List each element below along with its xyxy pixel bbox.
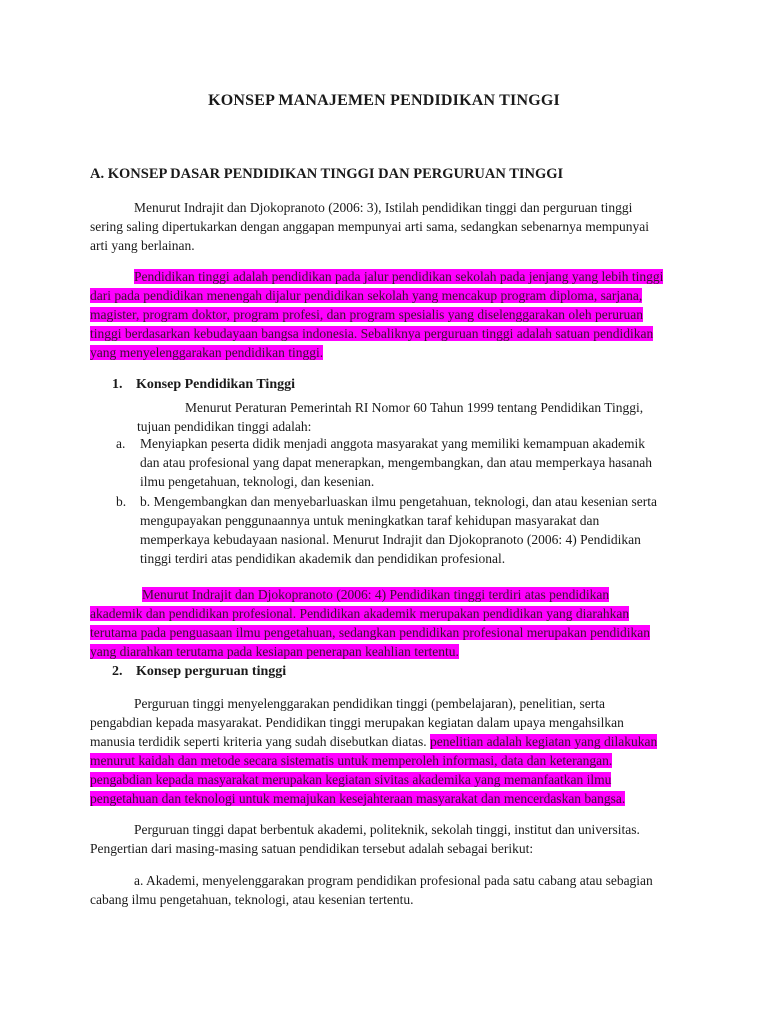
text-line: b. Mengembangkan dan menyebarluaskan ilmu pengetahuan, teknologi, dan atau kesenian serta [140, 494, 657, 509]
document-title: KONSEP MANAJEMEN PENDIDIKAN TINGGI [208, 92, 560, 109]
highlighted-text: penelitian adalah kegiatan yang dilakukan [430, 734, 658, 749]
list-marker: b. [116, 494, 127, 509]
text-line: sering saling dipertukarkan dengan anggapan mempunyai arti sama, sedangkan sebenarnya mempunyai [90, 219, 649, 234]
subsection-title: Konsep Pendidikan Tinggi [136, 377, 295, 392]
highlighted-text: Pendidikan tinggi adalah pendidikan pada jalur pendidikan sekolah pada jenjang yang lebih tinggi [134, 269, 664, 284]
subsection-2-paragraph-2 [90, 820, 680, 858]
goal-item-a [116, 434, 686, 491]
text-line: memperkaya kebudayaan nasional. Menurut Indrajit dan Djokopranoto (2006: 4) Pendidikan [140, 532, 641, 547]
subsection-2-paragraph-1 [90, 694, 680, 808]
goal-item-b [116, 492, 686, 568]
subsection-1-heading [112, 377, 295, 393]
subsection-1-intro [137, 398, 697, 436]
highlighted-text: tinggi berdasarkan kebudayaan bangsa indonesia. Sebaliknya perguruan tinggi adalah satuan pendidikan [90, 326, 654, 341]
text-line: Perguruan tinggi menyelenggarakan pendidikan tinggi (pembelajaran), penelitian, serta [134, 696, 605, 711]
text-line: cabang ilmu pengetahuan, teknologi, atau kesenian tertentu. [90, 892, 414, 907]
highlighted-text: pengetahuan dan teknologi untuk memajukan kesejahteraan masyarakat dan mencerdaskan bangsa. [90, 791, 626, 806]
section-a-heading: A. KONSEP DASAR PENDIDIKAN TINGGI DAN PERGURUAN TINGGI [90, 166, 564, 182]
highlighted-text: yang diarahkan terutama pada kesiapan penerapan keahlian tertentu. [90, 644, 459, 659]
subsection-2-heading [112, 664, 286, 680]
highlighted-text: yang menyelenggarakan pendidikan tinggi. [90, 345, 324, 360]
subsection-2-paragraph-3 [90, 871, 680, 909]
text-line: mengupayakan penggunaannya untuk meningkatkan taraf kehidupan masyarakat dan [140, 513, 600, 528]
highlighted-text: menurut kaidah dan metode secara sistematis untuk memperoleh informasi, data dan keterangan. [90, 753, 613, 768]
text-line: Pengertian dari masing-masing satuan pendidikan tersebut adalah sebagai berikut: [90, 841, 534, 856]
highlighted-text: akademik dan pendidikan profesional. Pendidikan akademik merupakan pendidikan yang diarahkan [90, 606, 630, 621]
text-line: a. Akademi, menyelenggarakan program pendidikan profesional pada satu cabang atau sebagian [134, 873, 653, 888]
text-line: pengabdian kepada masyarakat. Pendidikan tinggi merupakan kegiatan dalam upaya mengahsilkan [90, 715, 624, 730]
text-line: tujuan pendidikan tinggi adalah: [137, 419, 312, 434]
highlighted-text: dari pada pendidikan menengah dijalur pendidikan sekolah yang mencakup program diploma, sarjana, [90, 288, 643, 303]
subsection-1-highlighted-paragraph [90, 585, 680, 661]
highlighted-text: magister, program doktor, program profesi, dan program spesialis yang diselenggarakan oleh peruruan [90, 307, 643, 322]
text-line: tinggi terdiri atas pendidikan akademik dan pendidikan profesional. [140, 551, 506, 566]
text-line: arti yang berlainan. [90, 238, 195, 253]
text-line: Menurut Peraturan Pemerintah RI Nomor 60 Tahun 1999 tentang Pendidikan Tinggi, [185, 400, 644, 415]
text-line: Menyiapkan peserta didik menjadi anggota masyarakat yang memiliki kemampuan akademik [140, 436, 645, 451]
text-line: dan atau profesional yang dapat menerapkan, mengembangkan, dan atau memperkaya hasanah [140, 455, 653, 470]
subsection-number: 2. [112, 664, 123, 679]
highlighted-text: Menurut Indrajit dan Djokopranoto (2006: 4) Pendidikan tinggi terdiri atas pendidikan [142, 587, 610, 602]
subsection-title: Konsep perguruan tinggi [136, 664, 287, 679]
section-a-paragraph-2-highlighted [90, 267, 680, 362]
section-a-paragraph-1 [90, 198, 680, 255]
subsection-number: 1. [112, 377, 123, 392]
text-segment: manusia terdidik seperti kriteria yang sudah disebutkan diatas. [90, 734, 431, 749]
text-line: Menurut Indrajit dan Djokopranoto (2006: 3), Istilah pendidikan tinggi dan perguruan tinggi [134, 200, 633, 215]
highlighted-text: pengabdian kepada masyarakat merupakan kegiatan sivitas akademika yang memanfaatkan ilmu [90, 772, 612, 787]
list-marker: a. [116, 436, 126, 451]
text-line: Perguruan tinggi dapat berbentuk akademi, politeknik, sekolah tinggi, institut dan universitas. [134, 822, 640, 837]
text-line: ilmu pengetahuan, teknologi, dan kesenian. [140, 474, 375, 489]
highlighted-text: terutama pada penguasaan ilmu pengetahuan, sedangkan pendidikan profesional merupakan pendidikan [90, 625, 651, 640]
